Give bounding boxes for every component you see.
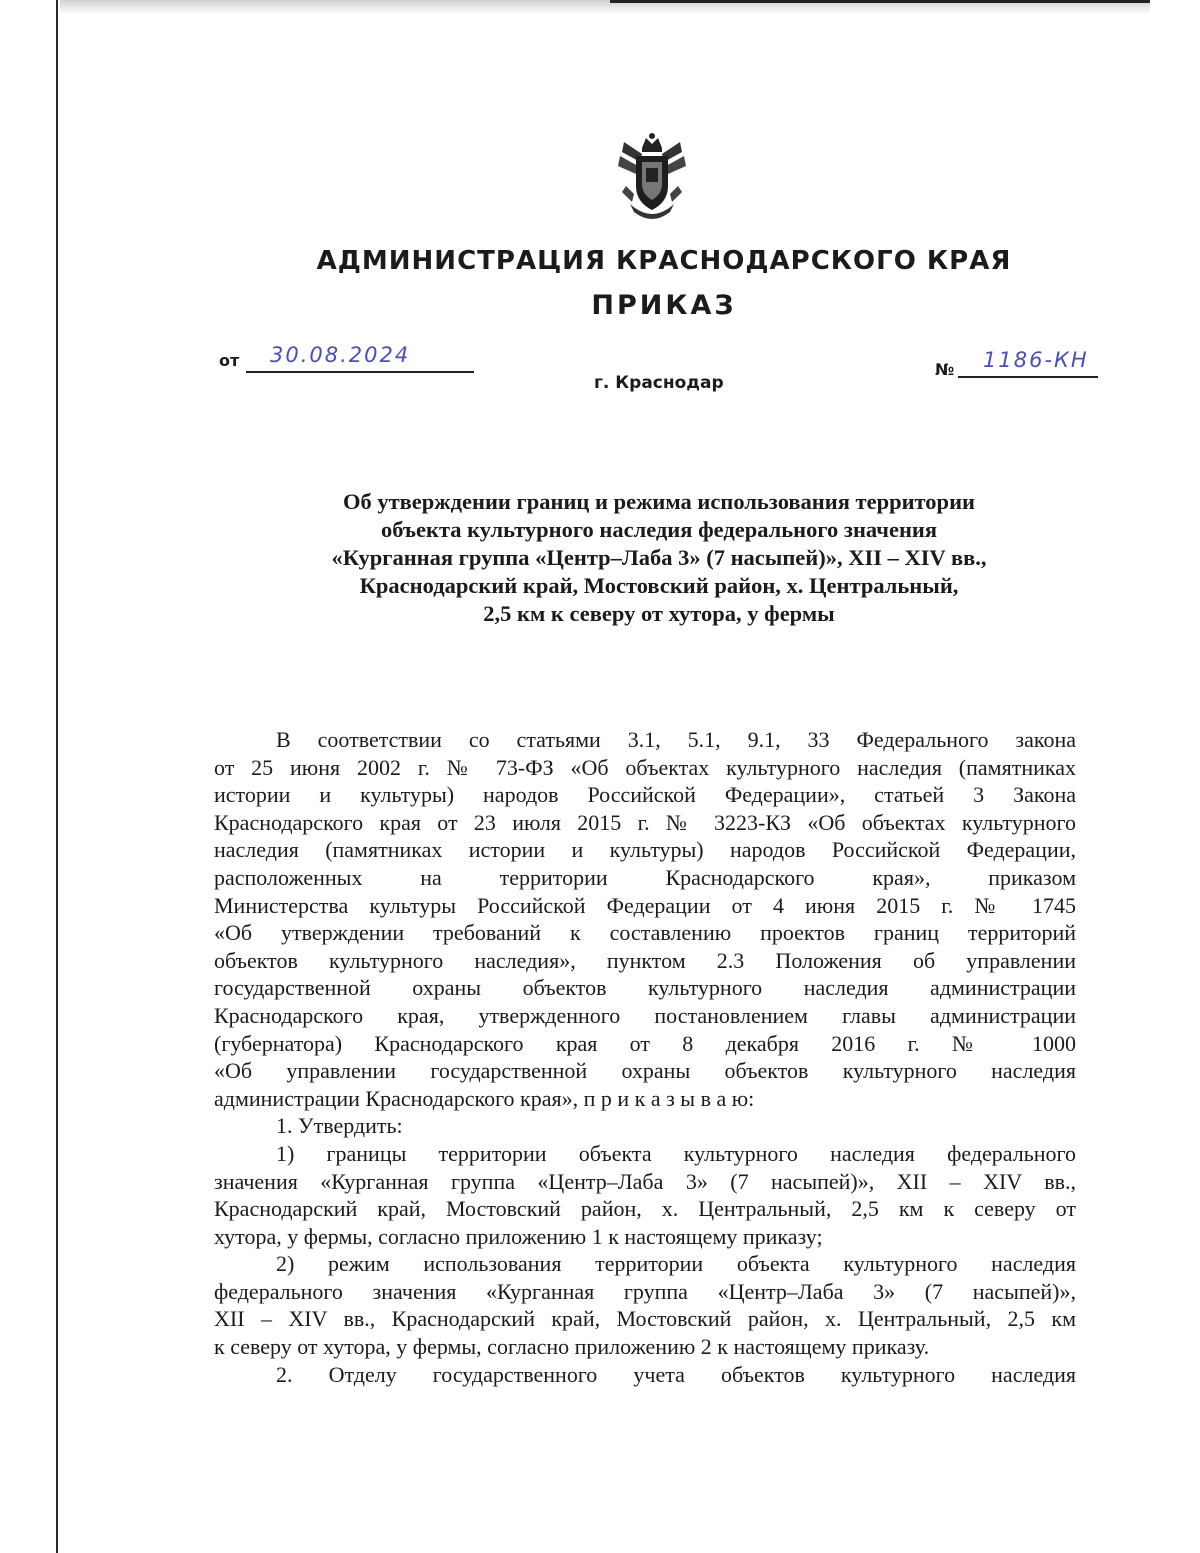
- body-line: к северу от хутора, у фермы, согласно приложению 2 к настоящему приказу.: [214, 1334, 930, 1360]
- body-line: 2. Отделу государственного учета объектов культурного наследия: [276, 1361, 1076, 1387]
- body-line: Краснодарского края от 23 июля 2015 г. № 3223-КЗ «Об объектах культурного: [214, 809, 1076, 835]
- body-line: «Об управлении государственной охраны объектов культурного наследия: [214, 1058, 1076, 1084]
- body-line: XII – XIV вв., Краснодарский край, Мостовский район, х. Центральный, 2,5 км: [214, 1306, 1076, 1332]
- body-line: расположенных на территории Краснодарского края», приказом: [214, 864, 1076, 890]
- title-line: объекта культурного наследия федерального значения: [380, 517, 938, 542]
- body-line: 1) границы территории объекта культурного наследия федерального: [276, 1140, 1076, 1166]
- date-underline: [246, 371, 474, 373]
- body-line: хутора, у фермы, согласно приложению 1 к настоящему приказу;: [214, 1223, 823, 1249]
- body-line: администрации Краснодарского края», п р и к а з ы в а ю:: [214, 1085, 755, 1111]
- title-line: Краснодарский край, Мостовский район, х. Центральный,: [359, 573, 959, 598]
- body-line: наследия (памятниках истории и культуры) народов Российской Федерации,: [214, 837, 1076, 863]
- document-type: ПРИКАЗ: [591, 290, 737, 321]
- number-prefix: №: [935, 360, 955, 379]
- document-number: 1186-КН: [983, 348, 1089, 372]
- scan-left-edge: [56, 0, 58, 1553]
- body-line: объектов культурного наследия», пунктом 2.3 Положения об управлении: [214, 947, 1076, 973]
- scan-top-edge: [610, 0, 1150, 3]
- organization-name: АДМИНИСТРАЦИЯ КРАСНОДАРСКОГО КРАЯ: [316, 246, 1012, 276]
- body-line: значения «Курганная группа «Центр–Лаба 3» (7 насыпей)», XII – XIV вв.,: [214, 1168, 1076, 1194]
- body-line: «Об утверждении требований к составлению проектов границ территорий: [214, 920, 1076, 946]
- body-line: В соответствии со статьями 3.1, 5.1, 9.1, 33 Федерального закона: [276, 727, 1076, 752]
- coat-of-arms-icon: [612, 132, 692, 224]
- body-line: истории и культуры) народов Российской Федерации», статьей 3 Закона: [214, 782, 1076, 808]
- title-line: 2,5 км к северу от хутора, у фермы: [483, 601, 835, 626]
- body-line: Министерства культуры Российской Федерации от 4 июня 2015 г. № 1745: [214, 892, 1076, 918]
- body-line: от 25 июня 2002 г. № 73-ФЗ «Об объектах культурного наследия (памятниках: [214, 754, 1076, 780]
- body-line: Краснодарского края, утвержденного постановлением главы администрации: [214, 1002, 1076, 1028]
- document-title: [240, 488, 1078, 628]
- body-line: федерального значения «Курганная группа «Центр–Лаба 3» (7 насыпей)»,: [214, 1278, 1076, 1304]
- title-line: Об утверждении границ и режима использования территории: [342, 489, 976, 514]
- title-line: «Курганная группа «Центр–Лаба 3» (7 насыпей)», XII – XIV вв.,: [331, 545, 987, 570]
- body-line: 2) режим использования территории объекта культурного наследия: [276, 1251, 1076, 1277]
- number-underline: [958, 376, 1098, 378]
- body-line: (губернатора) Краснодарского края от 8 декабря 2016 г. № 1000: [214, 1030, 1076, 1056]
- city: г. Краснодар: [594, 373, 724, 393]
- document-date: 30.08.2024: [270, 343, 411, 367]
- body-line: Краснодарский край, Мостовский район, х. Центральный, 2,5 км к северу от: [214, 1196, 1076, 1222]
- body-line: 1. Утвердить:: [276, 1113, 403, 1139]
- body-line: государственной охраны объектов культурного наследия администрации: [214, 975, 1076, 1001]
- date-prefix: от: [219, 351, 240, 370]
- document-body: [214, 726, 1076, 1388]
